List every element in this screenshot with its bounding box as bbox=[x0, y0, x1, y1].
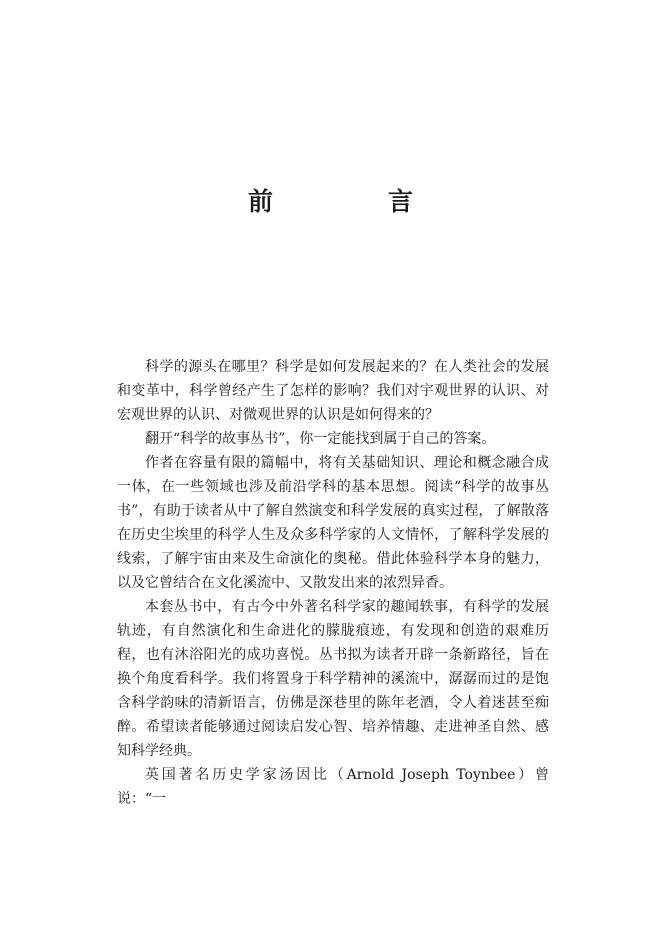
page-title: 前 言 bbox=[247, 187, 458, 216]
preface-body bbox=[117, 355, 549, 811]
paragraph-3: 作者在容量有限的篇幅中，将有关基础知识、理论和概念融合成一体，在一些领域也涉及前沿学科的基本思想。阅读“科学的故事丛书”，有助于读者从中了解自然演变和科学发展的真实过程，了解散落在历史尘埃里的科学人生及众多科学家的人文情怀，了解科学发展的线索，了解宇宙由来及生命演化的奥秘。借此体验科学本身的魅力，以及它曾结合在文化溪流中、又散发出来的浓烈异香。 bbox=[117, 455, 549, 591]
paragraph-1: 科学的源头在哪里？科学是如何发展起来的？在人类社会的发展和变革中，科学曾经产生了怎样的影响？我们对宇观世界的认识、对宏观世界的认识、对微观世界的认识是如何得来的？ bbox=[117, 359, 549, 423]
paragraph-5: 英国著名历史学家汤因比（Arnold Joseph Toynbee）曾说：“一 bbox=[117, 767, 549, 807]
paragraph-2: 翻开“科学的故事丛书”，你一定能找到属于自己的答案。 bbox=[145, 431, 496, 447]
paragraph-4: 本套丛书中，有古今中外著名科学家的趣闻轶事，有科学的发展轨迹，有自然演化和生命进化的朦胧痕迹，有发现和创造的艰难历程，也有沐浴阳光的成功喜悦。丛书拟为读者开辟一条新路径，旨在换个角度看科学。我们将置身于科学精神的溪流中，潺潺而过的是饱含科学韵味的清新语言，仿佛是深巷里的陈年老酒，令人着迷甚至痴醉。希望读者能够通过阅读启发心智、培养情趣、走进神圣自然、感知科学经典。 bbox=[117, 599, 549, 759]
